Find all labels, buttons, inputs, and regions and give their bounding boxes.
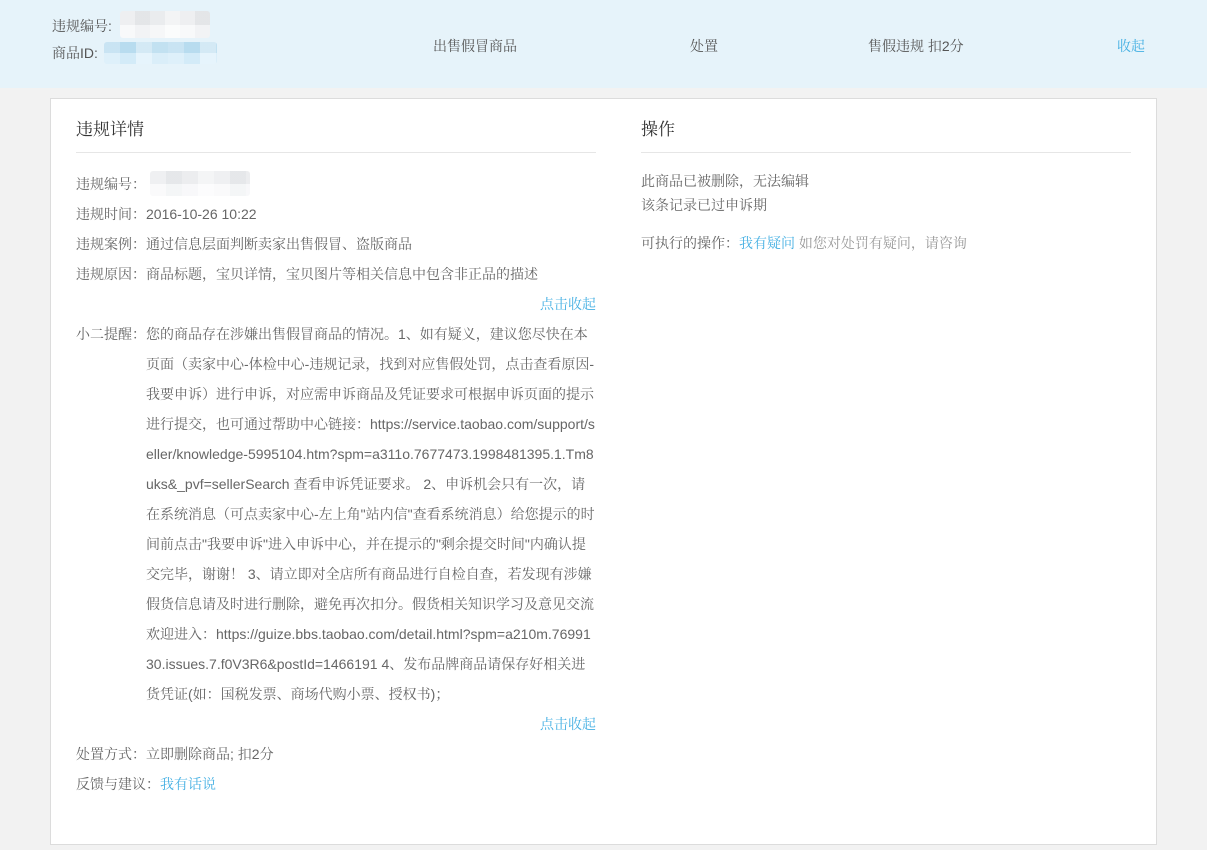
staff-reminder-row [76, 319, 596, 709]
violation-time-row [76, 199, 596, 229]
violation-number-detail-value [146, 169, 596, 199]
violation-number-redacted [120, 11, 210, 38]
disposal-method-label: 处置方式： [76, 746, 146, 762]
violation-time-label: 违规时间： [76, 206, 146, 222]
reminder-collapse-row [76, 709, 596, 739]
feedback-link[interactable]: 我有话说 [160, 776, 216, 792]
violation-case-label: 违规案例： [76, 236, 146, 252]
collapse-record-link[interactable]: 收起 [1117, 38, 1145, 54]
available-operations-label: 可执行的操作： [641, 235, 739, 251]
staff-reminder-text: 您的商品存在涉嫌出售假冒商品的情况。1、如有疑义，建议您尽快在本页面（卖家中心-体检中心-违规记录，找到对应售假处罚，点击查看原因-我要申诉）进行申诉，对应需申诉商品及凭证要求可根据申诉页面的提示进行提交，也可通过帮助中心链接：https://service.taobao.com/support/seller/knowledge-5995104.htm?spm=a311o.7677473.1998481395.1.Tm8uks&_pvf=sellerSearch 查看申诉凭证要求。 2、申诉机会只有一次，请在系统消息（可点卖家中心-左上角"站内信"查看系统消息）给您提示的时间前点击"我要申诉"进入申诉中心，并在提示的"剩余提交时间"内确认提交完毕，谢谢！ 3、请立即对全店所有商品进行自检自查，若发现有涉嫌假货信息请及时进行删除，避免再次扣分。假货相关知识学习及意见交流欢迎进入：https://guize.bbs.taobao.com/detail.html?spm=a210m.7699130.issues.7.f0V3R6&postId=1466191 4、发布品牌商品请保存好相关进货凭证(如：国税发票、商场代购小票、授权书)； [146, 326, 595, 702]
feedback-label: 反馈与建议： [76, 776, 160, 792]
violation-case-row [76, 229, 596, 259]
penalty-points-text: 售假违规 扣2分 [868, 38, 964, 54]
appeal-expired-status: 该条记录已过申诉期 [641, 197, 767, 213]
violation-number-detail-row [76, 169, 596, 199]
operations-title: 操作 [641, 115, 1131, 153]
item-id-redacted [104, 42, 217, 64]
operations-section [641, 115, 1131, 824]
violation-details-title: 违规详情 [76, 115, 596, 153]
reason-collapse-row [76, 289, 596, 319]
reminder-collapse-link[interactable]: 点击收起 [540, 716, 596, 732]
staff-reminder-label: 小二提醒： [76, 326, 146, 342]
violation-case-value: 通过信息层面判断卖家出售假冒、盗版商品 [146, 236, 412, 252]
violation-time-value: 2016-10-26 10:22 [146, 206, 257, 222]
violation-reason-row [76, 259, 596, 289]
disposal-method-value: 立即删除商品; 扣2分 [146, 746, 274, 762]
page-body [0, 88, 1207, 845]
violation-number-detail-label: 违规编号： [76, 176, 146, 192]
have-question-link[interactable]: 我有疑问 [739, 235, 795, 251]
violation-reason-value: 商品标题，宝贝详情，宝贝图片等相关信息中包含非正品的描述 [146, 266, 538, 282]
summary-ids [52, 12, 217, 66]
disposal-method-row [76, 739, 596, 769]
violation-reason-label: 违规原因： [76, 266, 146, 282]
violation-detail-card [50, 98, 1157, 845]
disposal-column-text: 处置 [690, 38, 718, 54]
violation-type-text: 出售假冒商品 [433, 38, 517, 54]
item-deleted-status: 此商品已被删除，无法编辑 [641, 173, 809, 189]
summary-item-id-row [52, 39, 217, 66]
violation-number-detail-redacted [150, 171, 250, 196]
item-id-label: 商品ID: [52, 44, 98, 61]
violation-summary-bar [0, 0, 1207, 88]
feedback-row [76, 769, 596, 799]
question-note: 如您对处罚有疑问，请咨询 [798, 235, 967, 251]
feedback-value [160, 769, 596, 799]
violation-number-label: 违规编号: [52, 17, 112, 34]
summary-violation-number-row [52, 12, 217, 39]
reason-collapse-link[interactable]: 点击收起 [540, 296, 596, 312]
available-operations-row [641, 231, 1131, 255]
violation-details-section [76, 115, 596, 824]
